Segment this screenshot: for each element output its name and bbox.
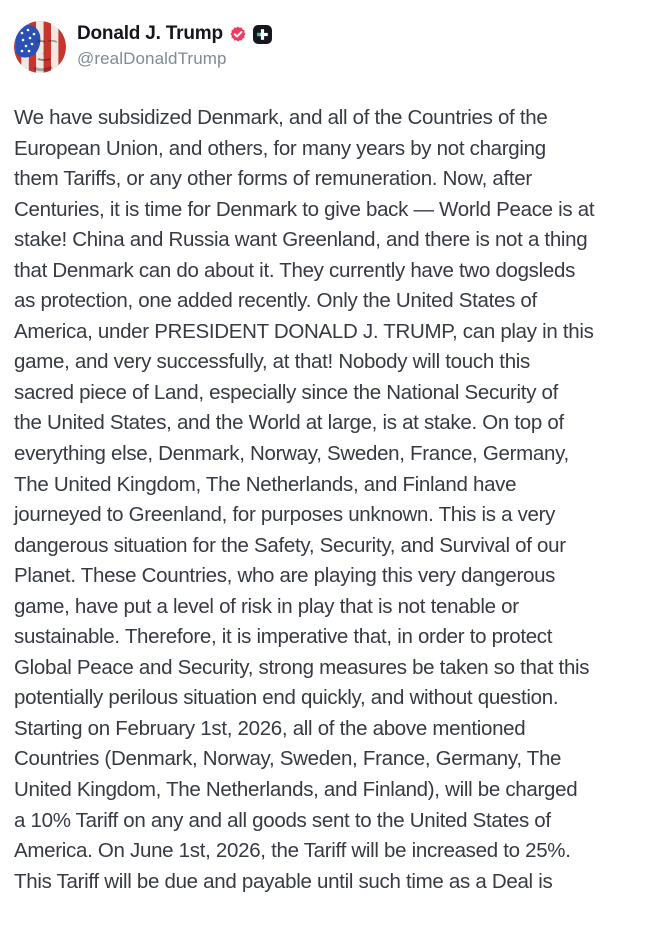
- post-text-line: game, have put a level of risk in play that is not tenable or: [14, 594, 519, 618]
- post-text-line: sustainable. Therefore, it is imperative that, in order to protect: [14, 625, 553, 649]
- post-text-line: Centuries, it is time for Denmark to give back — World Peace is at: [14, 197, 595, 221]
- post-text-line: the United States, and the World at large, is at stake. On top of: [14, 411, 564, 435]
- post-text-line: sacred piece of Land, especially since the National Security of: [14, 380, 559, 404]
- post-text-line: Global Peace and Security, strong measures be taken so that this: [14, 655, 590, 679]
- post-text-line: journeyed to Greenland, for purposes unknown. This is a very: [14, 503, 556, 527]
- post-text-line: Starting on February 1st, 2026, all of the above mentioned: [14, 716, 526, 740]
- author-handle[interactable]: @realDonaldTrump: [77, 49, 227, 68]
- post-text-line: potentially perilous situation end quickly, and without question.: [14, 686, 559, 710]
- post-text-line: America. On June 1st, 2026, the Tariff will be increased to 25%.: [14, 839, 571, 863]
- post-text-line: Countries (Denmark, Norway, Sweden, France, Germany, The: [14, 747, 562, 771]
- post-text-line: stake! China and Russia want Greenland, and there is not a thing: [14, 228, 588, 252]
- post-text-line: dangerous situation for the Safety, Security, and Survival of our: [14, 533, 566, 557]
- post-text-line: United Kingdom, The Netherlands, and Finland), will be charged: [14, 778, 578, 802]
- american-flag-face-avatar-icon: [14, 21, 66, 73]
- author-block: [76, 20, 272, 69]
- post-text-line: Planet. These Countries, who are playing this very dangerous: [14, 564, 556, 588]
- post-text-line: a 10% Tariff on any and all goods sent to the United States of: [14, 808, 551, 832]
- post-text-line: This Tariff will be due and payable until such time as a Deal is: [14, 869, 553, 893]
- post-text-line: We have subsidized Denmark, and all of the Countries of the: [14, 106, 548, 129]
- post-text-line: that Denmark can do about it. They currently have two dogsleds: [14, 258, 576, 282]
- post-text-line: European Union, and others, for many years by not charging: [14, 136, 546, 160]
- post-text-line: game, and very successfully, at that! Nobody will touch this: [14, 350, 531, 374]
- post-text-line: as protection, one added recently. Only the United States of: [14, 289, 537, 313]
- post-text: [14, 103, 646, 897]
- avatar[interactable]: [14, 21, 66, 73]
- verified-badge-icon: [229, 25, 247, 43]
- truth-plus-badge-icon: [253, 25, 272, 44]
- post-text-line: The United Kingdom, The Netherlands, and Finland have: [14, 472, 517, 496]
- author-display-name[interactable]: Donald J. Trump: [77, 23, 223, 44]
- post-text-line: them Tariffs, or any other forms of remuneration. Now, after: [14, 167, 532, 191]
- post-text-line: everything else, Denmark, Norway, Sweden, France, Germany,: [14, 442, 569, 466]
- post-header: [14, 20, 646, 73]
- author-name-row: [77, 23, 272, 45]
- post-text-line: America, under PRESIDENT DONALD J. TRUMP, can play in this: [14, 319, 594, 343]
